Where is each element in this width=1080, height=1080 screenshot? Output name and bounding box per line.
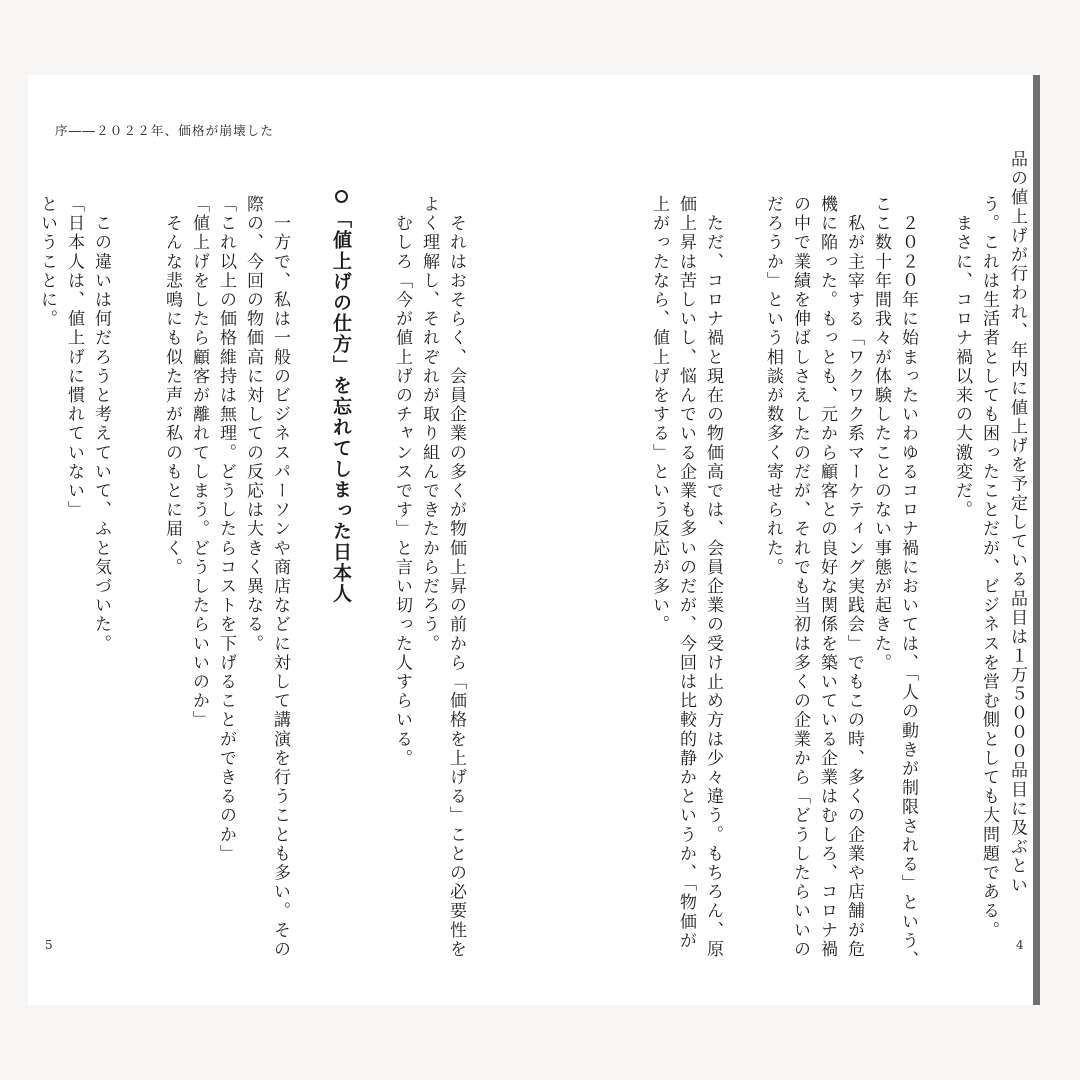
section-heading xyxy=(331,190,350,604)
page-number-left: 5 xyxy=(45,938,53,952)
text-column: よく理解し、それぞれが取り組んできたからだろう。 xyxy=(419,195,439,654)
text-column: う。これは生活者としても困ったことだが、ビジネスを営む側としても大問題である。 xyxy=(979,195,999,940)
text-column: ということに。 xyxy=(37,195,57,329)
text-column: 機に陥った。もっとも、元から顧客との良好な関係を築いている企業はむしろ、コロナ禍 xyxy=(817,195,837,959)
running-head: 序――２０２２年、価格が崩壊した xyxy=(55,123,275,138)
text-column: 品の値上げが行われ、年内に値上げを予定している品目は１万５０００品目に及ぶとい xyxy=(1007,150,1027,895)
circle-bullet-icon xyxy=(335,190,348,203)
text-column: まさに、コロナ禍以来の大激変だ。 xyxy=(952,195,972,520)
text-column: 価上昇は苦しいし、悩んでいる企業も多いのだが、今回は比較的静かというか、「物価が xyxy=(676,195,696,951)
text-column: 「値上げをしたら顧客が離れてしまう。どうしたらいいのか」 xyxy=(189,195,209,730)
text-column: の中で業績を伸ばしさえしたのだが、それでも当初は多くの企業から「どうしたらいいの xyxy=(790,195,810,959)
section-heading-text: 「値上げの仕方」を忘れてしまった日本人 xyxy=(330,209,352,605)
text-column: ただ、コロナ禍と現在の物価高では、会員企業の受け止め方は少々違う。もちろん、原 xyxy=(703,195,723,959)
text-column: 一方で、私は一般のビジネスパーソンや商店などに対して講演を行うことも多い。その xyxy=(270,195,290,959)
text-column: ２０２０年に始まったいわゆるコロナ禍においては、「人の動きが制限される」という、 xyxy=(898,195,918,970)
book-spine-edge xyxy=(1033,75,1040,1005)
text-column: 「日本人は、値上げに慣れていない」 xyxy=(64,195,84,520)
text-column: それはおそらく、会員企業の多くが物価上昇の前から「価格を上げる」ことの必要性を xyxy=(446,195,466,959)
text-column: むしろ「今が値上げのチャンスです」と言い切った人すらいる。 xyxy=(392,195,412,768)
page-number-right: 4 xyxy=(1016,938,1024,952)
text-column: この違いは何だろうと考えていて、ふと気づいた。 xyxy=(91,195,111,654)
text-column: 私が主宰する「ワクワク系マーケティング実践会」でもこの時、多くの企業や店舗が危 xyxy=(844,195,864,959)
text-column: 上がったなら、値上げをする」という反応が多い。 xyxy=(649,195,669,635)
text-column: ここ数十年間我々が体験したことのない事態が起きた。 xyxy=(871,195,891,673)
text-column: そんな悲鳴にも似た声が私のもとに届く。 xyxy=(162,195,182,577)
text-column: 「これ以上の価格維持は無理。どうしたらコストを下げることができるのか」 xyxy=(216,195,236,864)
text-column: だろうか」という相談が数多く寄せられた。 xyxy=(763,195,783,577)
text-column: 際の、今回の物価高に対しての反応は大きく異なる。 xyxy=(243,195,263,654)
